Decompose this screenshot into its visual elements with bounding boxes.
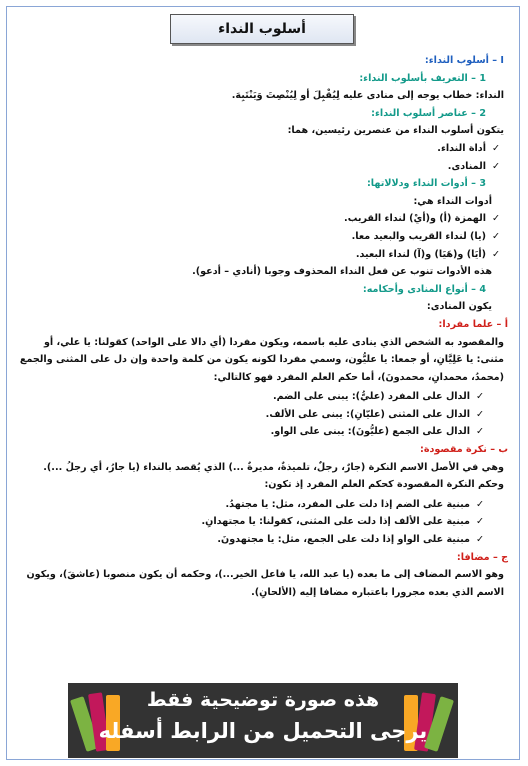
checkmark-icon: ✓ [491, 248, 500, 260]
paragraph-indefinite-noun: وهي في الأصل الاسم النكرة (جارٌ، رجلٌ، تلميذةٌ، مديرةٌ ...) الذي يُقصد بالنداء (يا جارُ، أي رجلُ ...). وحكم النكرة المقصودة كحكم العلم المفرد إذ تكون: [43, 461, 504, 491]
checklist-item-text: الدال على المثنى (عليّانِ): يبنى على الألف. [265, 408, 470, 420]
checklist-item [14, 246, 514, 264]
banner-line-1: هذه صورة توضيحية فقط [146, 689, 380, 711]
section-lines-2 [14, 388, 514, 458]
checkmark-icon: ✓ [491, 230, 500, 242]
banner-line-2: يرجى التحميل من الرابط أسفله [98, 719, 428, 743]
subsection-heading: ب – نكرة مقصودة: [419, 444, 508, 456]
paragraph-proper-noun: والمقصود به الشخص الذي ينادى عليه باسمه، ويكون مفردا (أي دالا على الواحد) كقولنا: يا علي، أو مثنى: يا عَلِيَّانِ، أو جمعا: يا عليُّون، وسمي مفردا لكونه يكون من كلمة واحدة وإن دل على المثنى والجمع (محمدُ، محمدانِ، محمدونَ)، أما حكم العلم المفرد فهو كالتالي: [19, 336, 504, 383]
checklist-item-text: الدال على المفرد (عليُّ): يبنى على الضم. [273, 391, 470, 403]
checklist-item [14, 496, 514, 514]
paragraph-construct-noun: وهو الاسم المضاف إلى ما بعده (يا عبد الله، يا فاعل الخير...)، وحكمه أن يكون منصوبا (عاشقَ)، ويكون الاسم الذي بعده مجرورا باعتباره مضافا إليه (الألحانِ). [26, 569, 504, 598]
checkmark-icon: ✓ [475, 426, 484, 438]
checkmark-icon: ✓ [475, 498, 484, 510]
checklist-item [14, 531, 514, 549]
checklist-item [14, 406, 514, 424]
checklist-item [14, 513, 514, 531]
section-heading: 4 – أنواع المنادى وأحكامه: [362, 283, 486, 295]
checkmark-icon: ✓ [491, 213, 500, 225]
checkmark-icon: ✓ [475, 534, 484, 546]
checklist-item [14, 210, 514, 228]
section-lines-1 [14, 52, 514, 334]
checklist-item [14, 423, 514, 441]
checklist-item [14, 140, 514, 158]
checklist-item-text: (يا) لنداء القريب والبعيد معا. [351, 230, 486, 242]
page-title: أسلوب النداء [170, 14, 354, 44]
checklist-item [14, 388, 514, 406]
section-lines-3 [14, 496, 514, 566]
section-heading: I – أسلوب النداء: [424, 55, 504, 66]
checklist-item-text: الهمزة (أ) و(أيْ) لنداء القريب. [344, 213, 486, 225]
text-line: يتكون أسلوب النداء من عنصرين رئيسين، هما: [287, 125, 504, 137]
text-line: النداء: خطاب يوجه إلى منادى عليه لِيُقْبِلَ أو لِيُنْصِتَ وَيَنْتَبِهَ. [231, 90, 504, 102]
text-line: أدوات النداء هي: [413, 195, 492, 207]
subsection-heading: أ – علما مفردا: [438, 318, 508, 330]
checkmark-icon: ✓ [491, 160, 500, 172]
checklist-item [14, 158, 514, 176]
checklist-item-text: أداة النداء. [437, 142, 486, 154]
checkmark-icon: ✓ [475, 516, 484, 528]
checkmark-icon: ✓ [475, 408, 484, 420]
subsection-heading: ج – مضافا: [456, 551, 508, 563]
watermark-banner [68, 683, 458, 758]
checklist-item-text: (أيَا) و(هَيَا) و(آ) لنداء البعيد. [355, 248, 486, 260]
checklist-item-text: مبنية على الواو إذا دلت على الجمع، مثل: يا مجتهدونَ. [217, 534, 470, 546]
checkmark-icon: ✓ [491, 142, 500, 154]
section-heading: 2 – عناصر أسلوب النداء: [371, 107, 486, 119]
checklist-item-text: المنادى. [447, 160, 486, 172]
text-line: هذه الأدوات تنوب عن فعل النداء المحذوف وجوبا (أنادي – أدعو). [192, 266, 492, 278]
checklist-item-text: الدال على الجمع (عليُّونَ): يبنى على الواو. [270, 426, 470, 438]
checklist-item [14, 228, 514, 246]
section-heading: 1 – التعريف بأسلوب النداء: [359, 72, 486, 84]
checklist-item-text: مبنية على الألف إذا دلت على المثنى، كقولنا: يا مجتهدانِ. [201, 516, 470, 528]
checklist-item-text: مبنية على الضم إذا دلت على المفرد، مثل: يا مجتهدُ. [225, 498, 470, 510]
text-line: يكون المنادى: [426, 301, 492, 313]
section-heading: 3 – أدوات النداء ودلالاتها: [366, 178, 486, 190]
checkmark-icon: ✓ [475, 391, 484, 403]
document-content [14, 52, 514, 601]
